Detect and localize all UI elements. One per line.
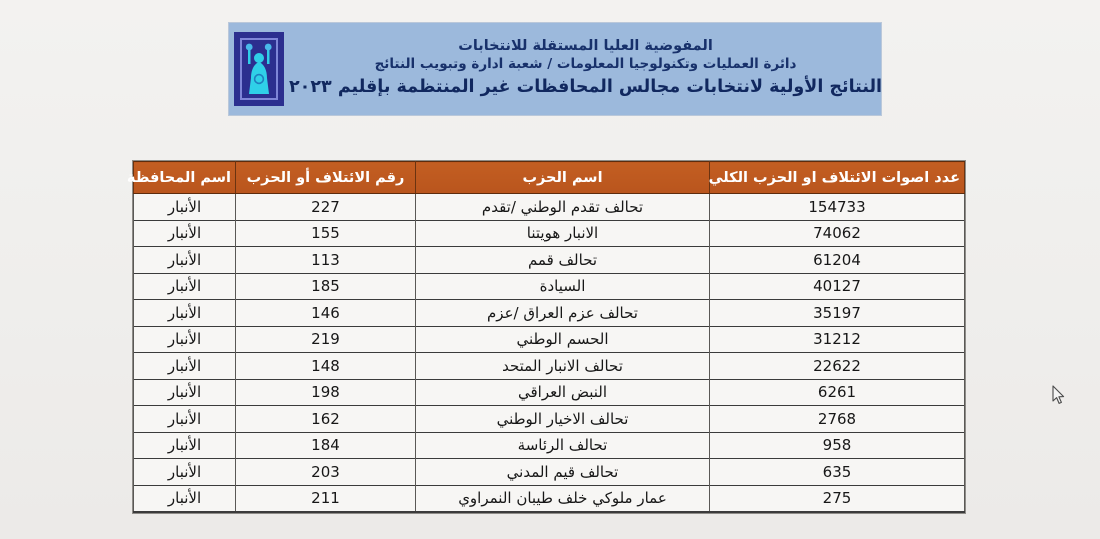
results-table-container — [126, 161, 965, 513]
cell-party-name: تحالف تقدم الوطني /تقدم — [416, 194, 710, 221]
cell-party-name: السيادة — [416, 273, 710, 300]
cell-party-name: تحالف قيم المدني — [416, 459, 710, 486]
cell-total-votes: 22622 — [710, 353, 965, 380]
cell-governorate: الأنبار — [134, 406, 236, 433]
table-body — [134, 194, 965, 513]
cell-governorate: الأنبار — [134, 485, 236, 512]
cell-governorate: الأنبار — [134, 273, 236, 300]
report-title-line: النتائج الأولية لانتخابات مجالس المحافظات غير المنتظمة بإقليم ٢٠٢٣ — [289, 76, 883, 97]
cell-governorate: الأنبار — [134, 220, 236, 247]
cell-party-name: تحالف عزم العراق /عزم — [416, 300, 710, 327]
cell-party-number: 211 — [236, 485, 416, 512]
table-row — [134, 485, 965, 512]
table-row — [134, 353, 965, 380]
cell-total-votes: 31212 — [710, 326, 965, 353]
column-header-total-votes: عدد اصوات الائتلاف او الحزب الكلي — [710, 162, 965, 194]
table-row — [134, 432, 965, 459]
logo-container — [229, 23, 289, 115]
cell-total-votes: 275 — [710, 485, 965, 512]
cell-party-number: 148 — [236, 353, 416, 380]
cell-party-name: عمار ملوكي خلف طيبان النمراوي — [416, 485, 710, 512]
cell-party-number: 146 — [236, 300, 416, 327]
table-row — [134, 220, 965, 247]
ihec-logo-icon — [234, 32, 284, 106]
cell-total-votes: 74062 — [710, 220, 965, 247]
cell-party-number: 162 — [236, 406, 416, 433]
header-banner — [229, 23, 881, 115]
table-row — [134, 247, 965, 274]
cell-total-votes: 40127 — [710, 273, 965, 300]
cell-party-number: 155 — [236, 220, 416, 247]
cell-total-votes: 6261 — [710, 379, 965, 406]
cell-party-number: 227 — [236, 194, 416, 221]
table-row — [134, 326, 965, 353]
cell-party-name: تحالف الاخيار الوطني — [416, 406, 710, 433]
cell-total-votes: 635 — [710, 459, 965, 486]
cell-party-number: 198 — [236, 379, 416, 406]
org-name-line: المفوضية العليا المستقلة للانتخابات — [458, 37, 713, 54]
table-row — [134, 194, 965, 221]
cell-governorate: الأنبار — [134, 300, 236, 327]
cell-governorate: الأنبار — [134, 459, 236, 486]
cell-party-number: 113 — [236, 247, 416, 274]
cell-party-number: 185 — [236, 273, 416, 300]
cell-party-number: 203 — [236, 459, 416, 486]
cell-party-name: تحالف الانبار المتحد — [416, 353, 710, 380]
cell-total-votes: 61204 — [710, 247, 965, 274]
column-header-party-number: رقم الائتلاف أو الحزب — [236, 162, 416, 194]
column-header-governorate: اسم المحافظة — [134, 162, 236, 194]
cell-total-votes: 154733 — [710, 194, 965, 221]
header-text-block — [289, 23, 892, 115]
table-row — [134, 459, 965, 486]
table-header-row — [126, 162, 965, 194]
table-row — [134, 273, 965, 300]
cell-party-name: الانبار هويتنا — [416, 220, 710, 247]
table-row — [134, 406, 965, 433]
cell-governorate: الأنبار — [134, 432, 236, 459]
cell-party-name: الحسم الوطني — [416, 326, 710, 353]
cell-total-votes: 2768 — [710, 406, 965, 433]
cell-party-name: النبض العراقي — [416, 379, 710, 406]
cell-party-name: تحالف الرئاسة — [416, 432, 710, 459]
cell-party-number: 184 — [236, 432, 416, 459]
table-row — [134, 379, 965, 406]
cell-governorate: الأنبار — [134, 379, 236, 406]
cell-governorate: الأنبار — [134, 247, 236, 274]
cell-total-votes: 35197 — [710, 300, 965, 327]
cell-party-name: تحالف قمم — [416, 247, 710, 274]
department-line: دائرة العمليات وتكنولوجيا المعلومات / شعبة ادارة وتبويب النتائج — [374, 56, 797, 73]
table-row — [134, 300, 965, 327]
cell-party-number: 219 — [236, 326, 416, 353]
column-header-party-name: اسم الحزب — [416, 162, 710, 194]
cell-governorate: الأنبار — [134, 194, 236, 221]
cell-governorate: الأنبار — [134, 326, 236, 353]
cell-total-votes: 958 — [710, 432, 965, 459]
cell-governorate: الأنبار — [134, 353, 236, 380]
results-table — [126, 161, 965, 513]
mouse-pointer-icon — [1052, 385, 1066, 405]
